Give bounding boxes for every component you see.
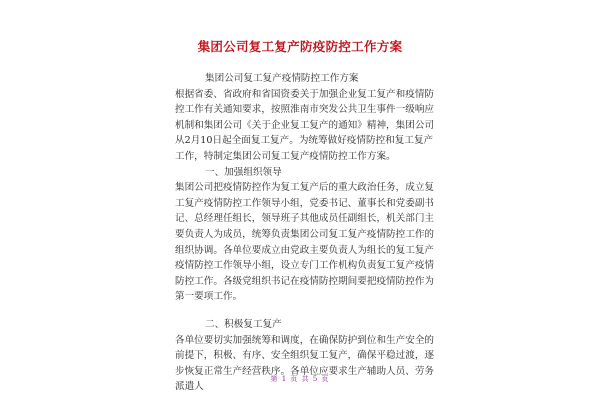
section-heading-1: 一、加强组织领导 <box>205 166 282 178</box>
document-body <box>175 71 437 395</box>
document-subtitle: 集团公司复工复产疫情防控工作方案 <box>205 73 359 84</box>
page-number: 第 1 页 共 5 页 <box>270 375 330 383</box>
document-title: 集团公司复工复产防疫防控工作方案 <box>197 39 403 54</box>
paragraph-section-2: 各单位要切实加强统筹和调度，在确保防护到位和生产安全的前提下，积极、有序、安全组织复工复产，确保平稳过渡，逐步恢复正常生产经营秩序。各单位应要求生产辅助人员、劳务派遣人 <box>175 334 435 393</box>
section-heading-2: 二、积极复工复产 <box>205 318 282 330</box>
paragraph-section-1: 集团公司把疫情防控作为复工复产后的重大政治任务，成立复工复产疫情防控工作领导小组，党委书记、董事长和党委副书记、总经理任组长，领导班子其他成员任副组长，机关部门主要负责人为成员，统筹负责集团公司复工复产疫情防控工作的组织协调。各单位要成立由党政主要负责人为组长的复工复产疫情防控工作领导小组，设立专门工作机构负责复工复产疫情防控工作。各级党组织书记在疫情防控期间要把疫情防控作为第一要项工作。 <box>175 182 435 303</box>
paragraph-intro: 根据省委、省政府和省国资委关于加强企业复工复产和疫情防控工作有关通知要求，按照淮南市突发公共卫生事件一级响应机制和集团公司《关于企业复工复产的通知》精神，集团公司从2月10日起全面复工复产。为统筹做好疫情防控和复工复产工作，特制定集团公司复工复产疫情防控工作方案。 <box>175 88 435 162</box>
